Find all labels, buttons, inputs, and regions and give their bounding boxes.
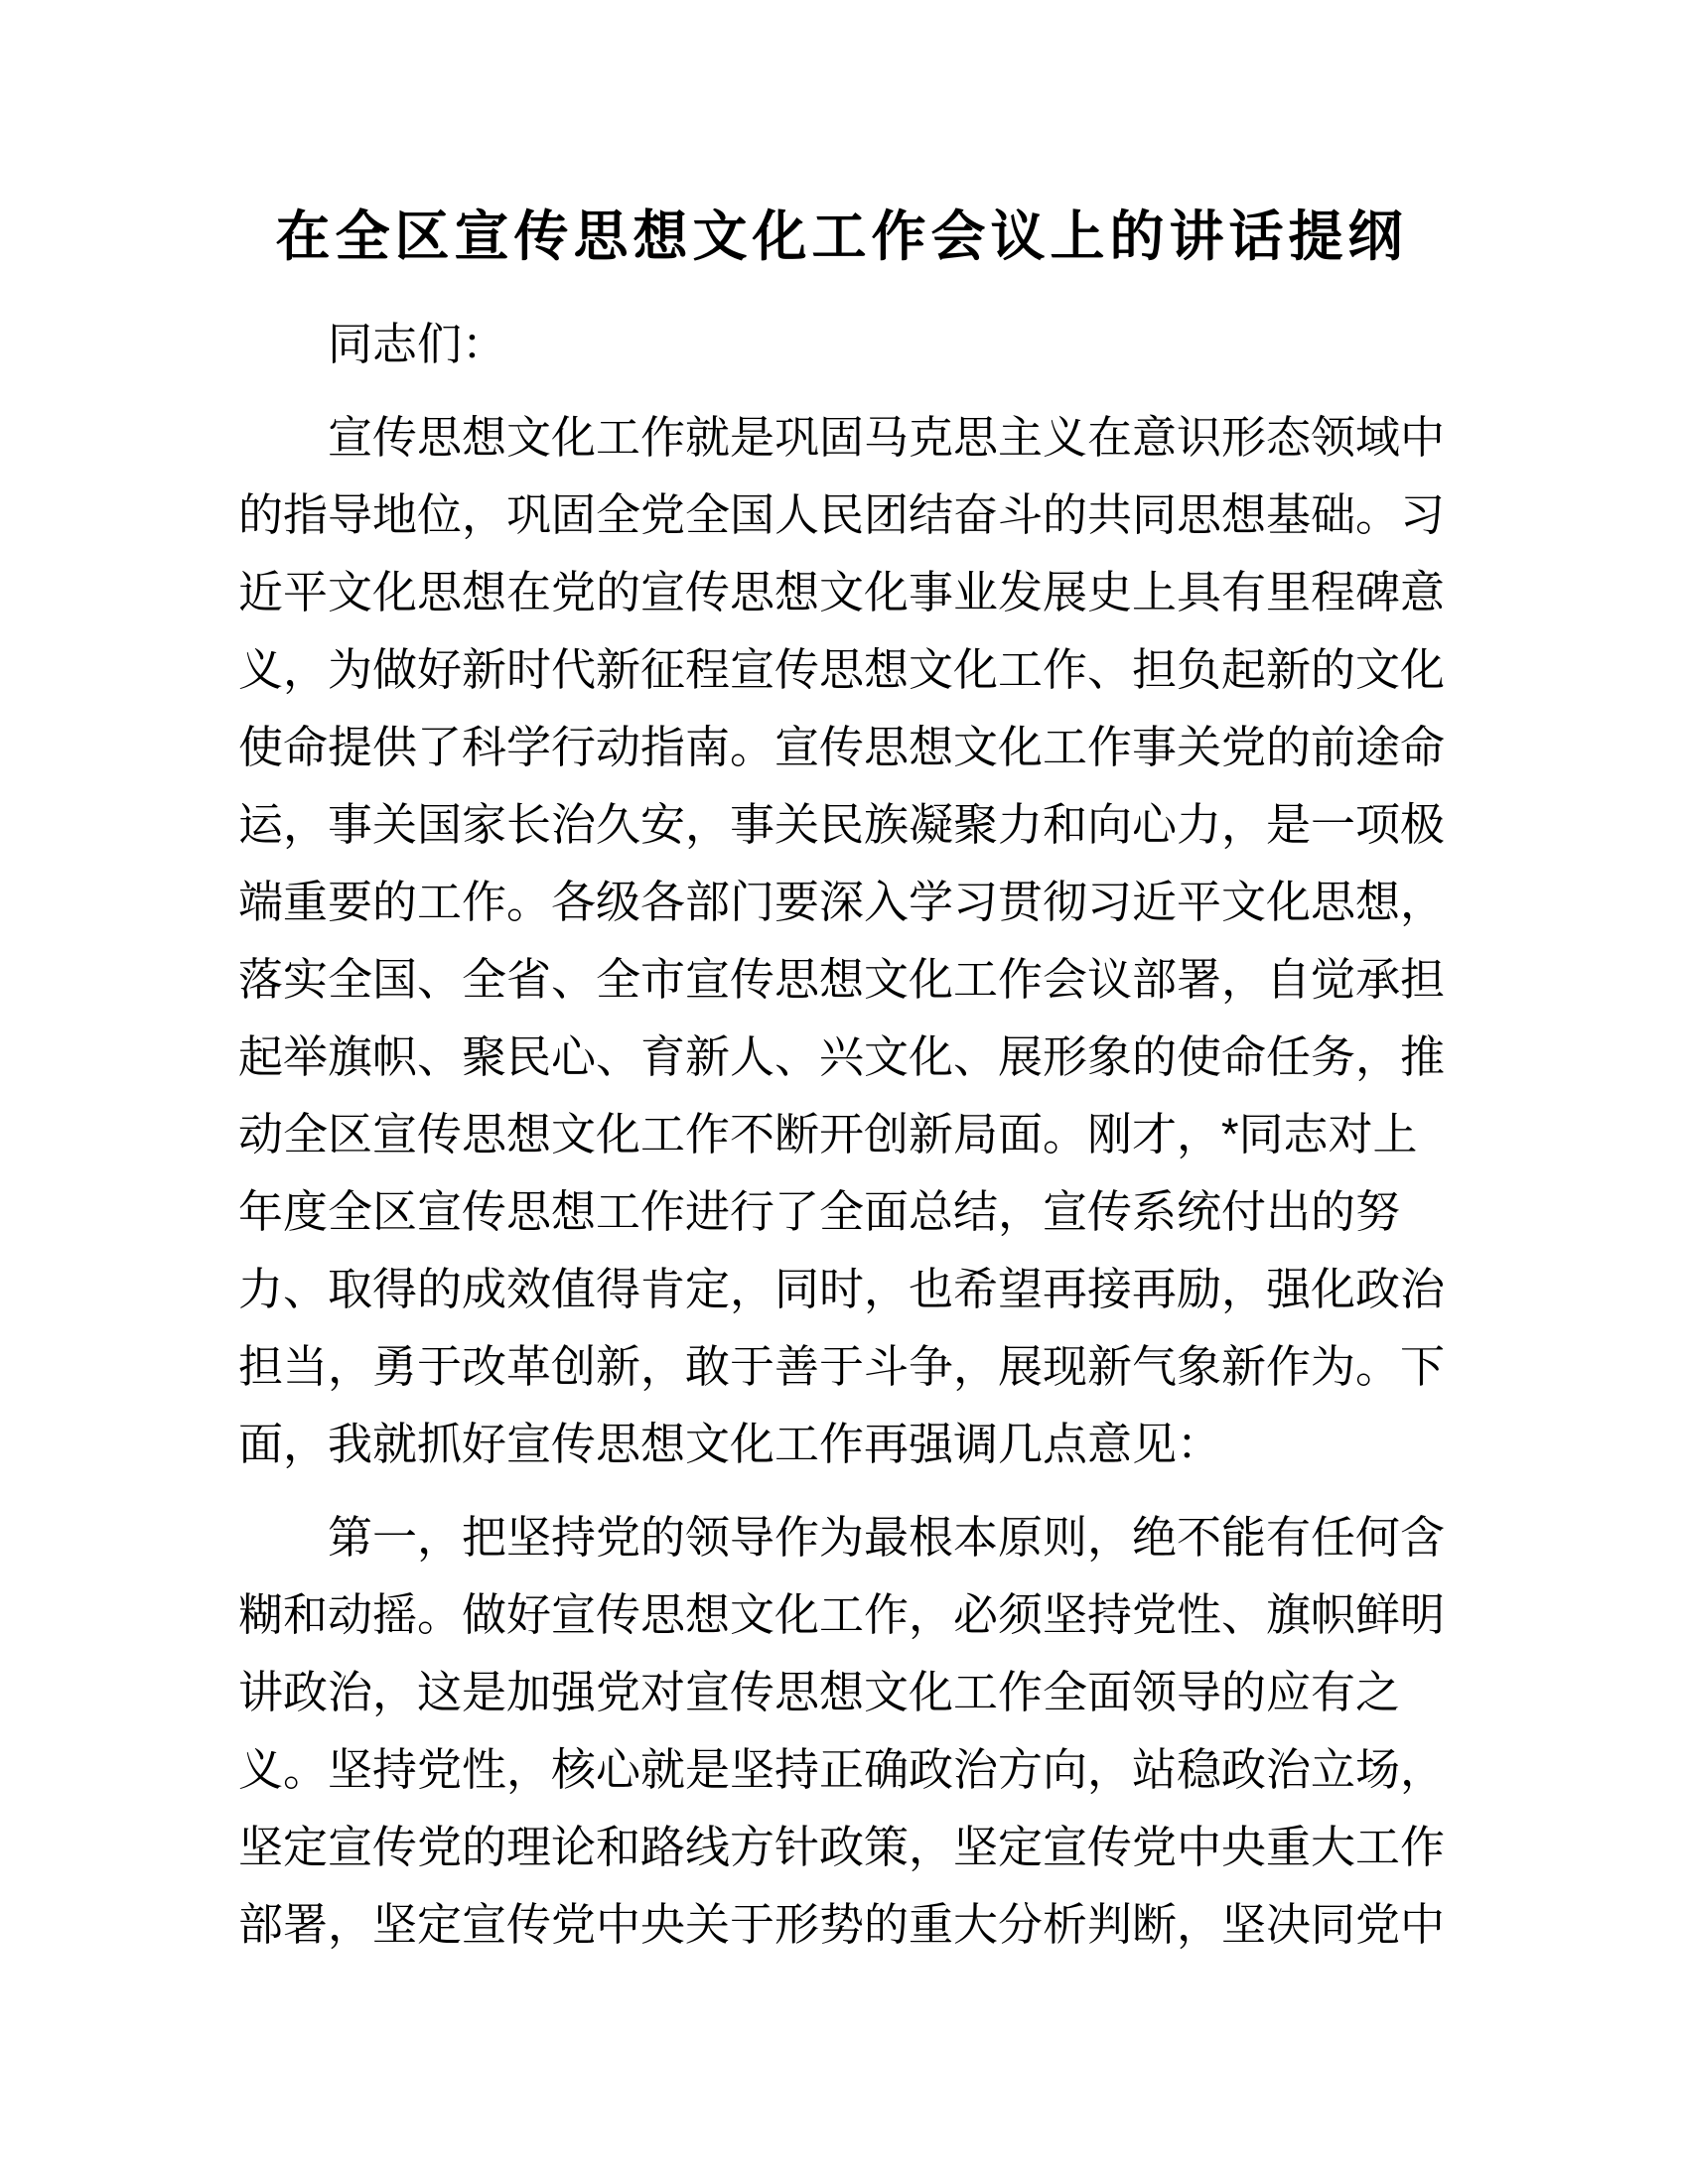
body-line: 担当，勇于改革创新，敢于善于斗争，展现新气象新作为。下 bbox=[238, 1341, 1446, 1392]
paragraph bbox=[238, 1499, 1445, 1964]
body-line: 的指导地位，巩固全党全国人民团结奋斗的共同思想基础。习 bbox=[238, 489, 1446, 540]
body-line: 动全区宣传思想文化工作不断开创新局面。刚才，*同志对上 bbox=[238, 1109, 1418, 1160]
salutation: 同志们： bbox=[328, 319, 507, 369]
body-line: 使命提供了科学行动指南。宣传思想文化工作事关党的前途命 bbox=[238, 722, 1446, 772]
body-line: 义。坚持党性，核心就是坚持正确政治方向，站稳政治立场， bbox=[238, 1744, 1446, 1795]
body-line: 糊和动摇。做好宣传思想文化工作，必须坚持党性、旗帜鲜明 bbox=[238, 1589, 1446, 1640]
body-line: 讲政治，这是加强党对宣传思想文化工作全面领导的应有之 bbox=[238, 1667, 1401, 1717]
document-content bbox=[238, 204, 1445, 1964]
body-line: 年度全区宣传思想工作进行了全面总结，宣传系统付出的努 bbox=[238, 1186, 1401, 1237]
body-line: 宣传思想文化工作就是巩固马克思主义在意识形态领域中 bbox=[328, 412, 1446, 463]
body-line: 部署，坚定宣传党中央关于形势的重大分析判断，坚决同党中 bbox=[238, 1899, 1446, 1950]
body-line: 近平文化思想在党的宣传思想文化事业发展史上具有里程碑意 bbox=[238, 567, 1446, 617]
body-line: 面，我就抓好宣传思想文化工作再强调几点意见： bbox=[238, 1419, 1222, 1469]
body-line: 坚定宣传党的理论和路线方针政策，坚定宣传党中央重大工作 bbox=[238, 1822, 1446, 1872]
body-line: 起举旗帜、聚民心、育新人、兴文化、展形象的使命任务，推 bbox=[238, 1031, 1446, 1082]
page-title: 在全区宣传思想文化工作会议上的讲话提纲 bbox=[275, 205, 1408, 267]
paragraph bbox=[238, 399, 1445, 1483]
body-line: 端重要的工作。各级各部门要深入学习贯彻习近平文化思想， bbox=[238, 877, 1446, 927]
body-line: 第一，把坚持党的领导作为最根本原则，绝不能有任何含 bbox=[328, 1512, 1446, 1563]
body-line: 义，为做好新时代新征程宣传思想文化工作、担负起新的文化 bbox=[238, 644, 1446, 695]
paragraphs bbox=[238, 399, 1445, 1964]
body-line: 力、取得的成效值得肯定，同时，也希望再接再励，强化政治 bbox=[238, 1264, 1446, 1314]
body-line: 运，事关国家长治久安，事关民族凝聚力和向心力，是一项极 bbox=[238, 799, 1446, 850]
body-line: 落实全国、全省、全市宣传思想文化工作会议部署，自觉承担 bbox=[238, 954, 1446, 1005]
